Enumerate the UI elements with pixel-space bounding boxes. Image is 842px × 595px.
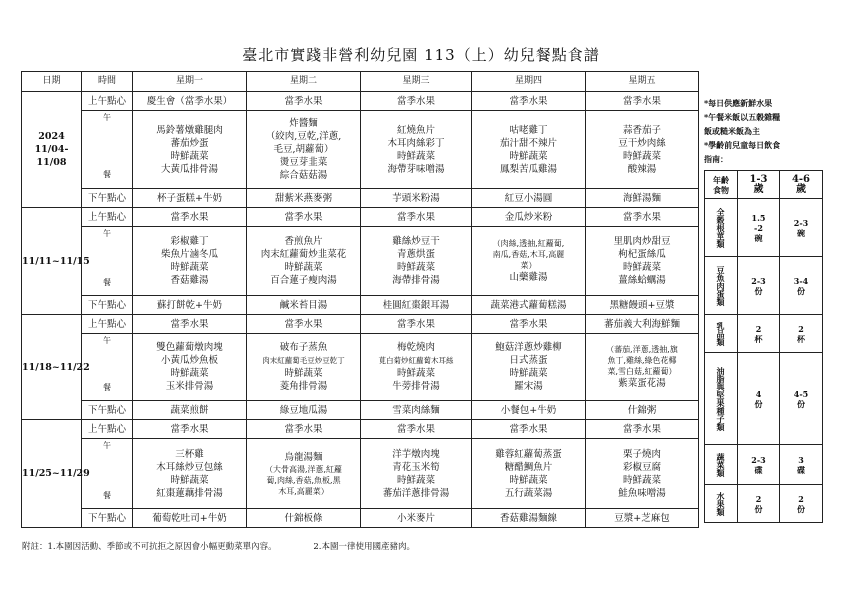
menu-cell (361, 334, 472, 401)
menu-line: 海帶排骨湯 (392, 275, 440, 286)
menu-line: 莧白菊炒紅蘿蔔木耳絲 (378, 356, 454, 365)
age-serving-4-6: 4-5 份 (780, 353, 823, 445)
menu-cell: 當季水果 (247, 208, 361, 227)
menu-line: 蕃茄炒蛋 (170, 137, 209, 149)
pm-snack-label: 下午點心 (82, 401, 133, 420)
menu-line: 時鮮蔬菜 (284, 368, 323, 379)
header-row (22, 72, 699, 92)
lunch-label-bottom: 餐 (103, 491, 111, 500)
table-row (22, 92, 699, 111)
menu-line: 鳳梨苦瓜雞湯 (499, 163, 557, 175)
age-serving-1-3: 1.5 -2 碗 (738, 199, 780, 257)
menu-cell: 蘇打餅乾+牛奶 (133, 296, 247, 315)
menu-line: 牛蒡排骨湯 (392, 381, 440, 392)
table-row (22, 509, 699, 528)
menu-cell (586, 227, 699, 296)
lunch-label-bottom: 餐 (103, 383, 111, 392)
lunch-label-top: 午 (103, 441, 111, 450)
table-row (22, 315, 699, 334)
menu-line: 紅燒魚片 (396, 124, 435, 136)
menu-cell: 當季水果 (133, 420, 247, 439)
menu-line: 海帶芽味噌湯 (387, 163, 445, 175)
menu-cell: 當季水果 (361, 315, 472, 334)
week-date (22, 315, 90, 420)
menu-cell (361, 227, 472, 296)
menu-line: 香菇雞湯 (170, 275, 209, 286)
menu-cell: 甜紫米燕麥粥 (247, 189, 361, 208)
menu-cell: 鹹米苔目湯 (247, 296, 361, 315)
menu-line: 紫菜蛋花湯 (618, 378, 666, 389)
menu-cell: 杯子蛋糕+牛奶 (133, 189, 247, 208)
pm-snack-label: 下午點心 (82, 296, 133, 315)
menu-line: 大黃瓜排骨湯 (160, 163, 218, 175)
side-note: *午餐米飯以五穀雜糧 (704, 112, 781, 122)
menu-cell: 蕃茄義大利海鮮麵 (586, 315, 699, 334)
menu-line: 時鮮蔬菜 (622, 262, 661, 273)
menu-line: 青花玉米筍 (392, 461, 440, 473)
menu-line: 魚丁,雞絲,綠色花椰 (607, 356, 677, 365)
menu-cell: 當季水果 (247, 92, 361, 111)
header-wednesday: 星期三 (361, 72, 472, 92)
menu-line: （絞肉,豆乾,洋蔥, (265, 131, 342, 142)
menu-line: 破布子蒸魚 (279, 342, 328, 353)
week-date (22, 420, 90, 528)
menu-line: 蔔,肉絲,香菇,魚板,黑 (266, 475, 341, 485)
menu-cell: 當季水果 (586, 92, 699, 111)
menu-line: 日式蒸蛋 (509, 355, 548, 366)
menu-line: 百合蓮子瘦肉湯 (270, 275, 337, 286)
week-date (22, 208, 90, 315)
menu-cell: 桂圓紅棗銀耳湯 (361, 296, 472, 315)
menu-cell: 雪菜肉絲麵 (361, 401, 472, 420)
menu-line: 蒜香茄子 (622, 124, 661, 136)
am-snack-label: 上午點心 (82, 208, 133, 227)
menu-cell: 香菇雞湯麵線 (472, 509, 586, 528)
menu-line: 菜） (520, 261, 537, 270)
menu-line: 時鮮蔬菜 (396, 368, 435, 379)
menu-cell: 黑糖饅頭+豆漿 (586, 296, 699, 315)
menu-cell (586, 439, 699, 509)
pm-snack-label: 下午點心 (82, 509, 133, 528)
food-group-name: 油脂與堅果種子類 (716, 366, 726, 431)
age-serving-4-6: 2 杯 (780, 315, 823, 353)
age-serving-1-3: 4 份 (738, 353, 780, 445)
menu-cell: 當季水果 (472, 92, 586, 111)
menu-cell: 當季水果 (472, 315, 586, 334)
menu-cell (247, 439, 361, 509)
age-serving-4-6: 2-3 碗 (780, 199, 823, 257)
menu-line: 時鮮蔬菜 (396, 262, 435, 273)
menu-line: 時鮮蔬菜 (170, 474, 209, 486)
menu-line: 菱角排骨湯 (279, 381, 328, 392)
menu-line: 鮭魚味噌湯 (618, 487, 666, 499)
side-note: 飯或糙米飯為主 (704, 126, 760, 136)
food-group-name: 全穀根莖類 (716, 207, 726, 248)
menu-cell (586, 334, 699, 401)
menu-line: 時鮮蔬菜 (170, 368, 209, 379)
table-row (22, 334, 699, 401)
menu-cell: 什錦粥 (586, 401, 699, 420)
menu-cell: 當季水果 (247, 315, 361, 334)
menu-cell: 金瓜炒米粉 (472, 208, 586, 227)
age-row (705, 353, 823, 445)
table-row (22, 111, 699, 189)
menu-cell: 當季水果 (361, 92, 472, 111)
menu-line: 南瓜,香菇,木耳,高麗 (492, 250, 565, 259)
menu-line: 梅乾燒肉 (396, 342, 435, 353)
menu-cell (472, 439, 586, 509)
age-row (705, 485, 823, 523)
menu-cell: 紅豆小湯圓 (472, 189, 586, 208)
menu-line: 茄汁甜不辣片 (499, 137, 557, 149)
menu-line: （大骨高湯,洋蔥,紅蘿 (264, 464, 343, 474)
menu-cell (361, 439, 472, 509)
lunch-label-top: 午 (103, 336, 111, 345)
menu-cell: 當季水果 (361, 208, 472, 227)
week-range: 11/18~11/22 (22, 361, 90, 373)
menu-cell: 綠豆地瓜湯 (247, 401, 361, 420)
lunch-label-top: 午 (103, 229, 111, 238)
am-snack-label: 上午點心 (82, 315, 133, 334)
menu-line: 木耳,高麗菜） (278, 486, 329, 496)
week-range: 11/04-11/08 (34, 144, 69, 168)
food-group-name: 豆魚肉蛋類 (716, 265, 726, 306)
age-header-label: 年齡 食物 (705, 171, 738, 199)
menu-cell: 芋頭米粉湯 (361, 189, 472, 208)
menu-cell: 蔬菜煎餅 (133, 401, 247, 420)
menu-line: 時鮮蔬菜 (622, 150, 661, 162)
menu-line: 枸杞蛋絲瓜 (618, 249, 666, 260)
menu-line: 時鮮蔬菜 (170, 262, 209, 273)
age-header-col1: 1-3 歲 (738, 171, 780, 199)
header-date: 日期 (22, 72, 82, 92)
table-row (22, 296, 699, 315)
week-range: 11/11~11/15 (22, 255, 90, 267)
page-title: 臺北市實踐非營利幼兒園 113（上）幼兒餐點食譜 (242, 46, 600, 64)
am-snack-label: 上午點心 (82, 420, 133, 439)
menu-line: 山藥雞湯 (509, 272, 548, 283)
menu-line: 時鮮蔬菜 (284, 262, 323, 273)
side-note: *每日供應新鮮水果 (704, 98, 773, 108)
age-serving-4-6: 2 份 (780, 485, 823, 523)
menu-line: 五行蔬菜湯 (504, 487, 553, 499)
footnote (22, 540, 449, 552)
menu-line: 羅宋湯 (514, 381, 543, 392)
menu-cell: 豆漿+芝麻包 (586, 509, 699, 528)
menu-cell: 當季水果 (133, 208, 247, 227)
menu-line: 香煎魚片 (284, 236, 323, 247)
side-note: *學齡前兒童每日飲食 (704, 140, 781, 150)
menu-cell (361, 111, 472, 189)
lunch-label-bottom: 餐 (103, 278, 111, 287)
menu-line: 彩椒雞丁 (170, 236, 209, 247)
menu-line: 綜合菇菇湯 (279, 170, 328, 181)
menu-cell (133, 334, 247, 401)
menu-line: 三杯雞 (175, 448, 204, 460)
age-serving-4-6: 3-4 份 (780, 257, 823, 315)
menu-line: 糖醋鯛魚片 (504, 461, 553, 473)
menu-cell: 慶生會（當季水果） (133, 92, 247, 111)
menu-line: 薑絲蛤蠣湯 (618, 275, 666, 286)
table-row (22, 439, 699, 509)
menu-cell: 什錦板條 (247, 509, 361, 528)
pm-snack-label: 下午點心 (82, 189, 133, 208)
age-guide-table (704, 170, 823, 523)
menu-line: 燙豆芽韭菜 (279, 157, 328, 168)
lunch-label-bottom: 餐 (103, 170, 111, 179)
footnote-2: 2.本園一律使用國產豬肉。 (313, 542, 415, 552)
menu-line: （蕃茄,洋蔥,透抽,旗 (606, 345, 678, 354)
menu-line: 雞絲炒豆干 (392, 236, 440, 247)
menu-cell (247, 227, 361, 296)
menu-cell (133, 439, 247, 509)
menu-line: 鮑菇洋蔥炒雞柳 (495, 342, 562, 353)
week-date (22, 92, 82, 208)
menu-cell: 小餐包+牛奶 (472, 401, 586, 420)
age-row (705, 199, 823, 257)
menu-cell: 當季水果 (586, 420, 699, 439)
menu-line: 時鮮蔬菜 (509, 368, 548, 379)
menu-line: 酸辣湯 (627, 163, 657, 175)
age-header-row (705, 171, 823, 199)
week-range: 11/25~11/29 (22, 468, 90, 479)
menu-line: 雞蓉紅蘿蔔蒸蛋 (495, 448, 562, 460)
table-row (22, 401, 699, 420)
menu-cell (586, 111, 699, 189)
menu-line: 毛豆,胡蘿蔔） (273, 144, 334, 155)
food-group-name: 水果類 (716, 491, 726, 516)
menu-cell (472, 334, 586, 401)
age-serving-1-3: 2-3 碟 (738, 445, 780, 485)
age-serving-4-6: 3 碟 (780, 445, 823, 485)
menu-cell (472, 227, 586, 296)
food-group-name: 乳品類 (716, 321, 726, 346)
age-row (705, 445, 823, 485)
menu-cell: 蔬菜港式蘿蔔糕湯 (472, 296, 586, 315)
menu-cell: 當季水果 (361, 420, 472, 439)
table-row (22, 227, 699, 296)
menu-line: 洋芋燉肉塊 (392, 448, 440, 460)
menu-cell (133, 227, 247, 296)
age-serving-1-3: 2 份 (738, 485, 780, 523)
menu-line: 時鮮蔬菜 (170, 150, 209, 162)
age-row (705, 257, 823, 315)
menu-line: 彩椒豆腐 (622, 461, 661, 473)
menu-cell: 當季水果 (133, 315, 247, 334)
header-friday: 星期五 (586, 72, 699, 92)
age-header-col2: 4-6 歲 (780, 171, 823, 199)
header-time: 時間 (82, 72, 133, 92)
menu-line: 木耳肉絲彩丁 (387, 137, 445, 149)
menu-cell (472, 111, 586, 189)
menu-cell: 海鮮湯麵 (586, 189, 699, 208)
menu-line: 菜,雪白菇,紅蘿蔔） (607, 367, 677, 376)
table-row (22, 208, 699, 227)
side-note: 指南： (704, 154, 728, 164)
menu-table (21, 71, 699, 528)
age-row (705, 315, 823, 353)
menu-cell (133, 111, 247, 189)
menu-cell (247, 111, 361, 189)
table-row (22, 420, 699, 439)
menu-cell: 當季水果 (472, 420, 586, 439)
menu-line: 肉末紅蘿蔔毛豆炒豆乾丁 (262, 356, 345, 365)
menu-cell: 葡萄乾吐司+牛奶 (133, 509, 247, 528)
table-row (22, 189, 699, 208)
menu-line: 豆干炒肉絲 (618, 137, 666, 149)
menu-line: 咕咾雞丁 (509, 124, 548, 136)
menu-cell: 當季水果 (586, 208, 699, 227)
menu-line: 玉米排骨湯 (165, 381, 214, 392)
menu-line: 馬鈴薯燉雞腿肉 (156, 124, 223, 136)
menu-line: 小黃瓜炒魚板 (160, 355, 218, 366)
food-group-name: 蔬菜類 (716, 452, 726, 477)
menu-line: 肉末紅蘿蔔炒韭菜花 (260, 249, 347, 260)
menu-line: 木耳絲炒豆包絲 (156, 461, 223, 473)
menu-line: 烏龍湯麵 (284, 451, 323, 463)
am-snack-label: 上午點心 (82, 92, 133, 111)
header-monday: 星期一 (133, 72, 247, 92)
menu-line: 栗子燒肉 (622, 448, 661, 460)
menu-line: 青蔥烘蛋 (396, 249, 435, 260)
age-serving-1-3: 2 杯 (738, 315, 780, 353)
menu-line: 炸醬麵 (289, 118, 318, 129)
menu-line: 時鮮蔬菜 (509, 150, 548, 162)
header-tuesday: 星期二 (247, 72, 361, 92)
nutrition-sidebar (704, 96, 829, 523)
lunch-label-top: 午 (103, 113, 111, 122)
menu-line: 時鮮蔬菜 (396, 150, 435, 162)
menu-line: 時鮮蔬菜 (509, 474, 548, 486)
menu-line: 時鮮蔬菜 (396, 474, 435, 486)
menu-line: 時鮮蔬菜 (622, 474, 661, 486)
menu-line: 雙色蘿蔔燉肉塊 (156, 342, 223, 353)
menu-line: 蕃茄洋蔥排骨湯 (382, 487, 450, 499)
lunch-label (82, 111, 133, 189)
menu-line: 紅棗蓮藕排骨湯 (156, 487, 223, 499)
menu-line: 柴魚片滷冬瓜 (160, 249, 218, 260)
menu-cell: 小米麥片 (361, 509, 472, 528)
menu-cell (247, 334, 361, 401)
header-thursday: 星期四 (472, 72, 586, 92)
menu-cell: 當季水果 (247, 420, 361, 439)
week-year: 2024 (38, 131, 65, 142)
footnote-1: 附註：1.本園因活動、季節或不可抗拒之原因會小幅更動菜單內容。 (22, 542, 277, 552)
age-serving-1-3: 2-3 份 (738, 257, 780, 315)
menu-line: 里肌肉炒甜豆 (613, 236, 671, 247)
menu-line: （肉絲,透抽,紅蘿蔔, (492, 239, 565, 248)
